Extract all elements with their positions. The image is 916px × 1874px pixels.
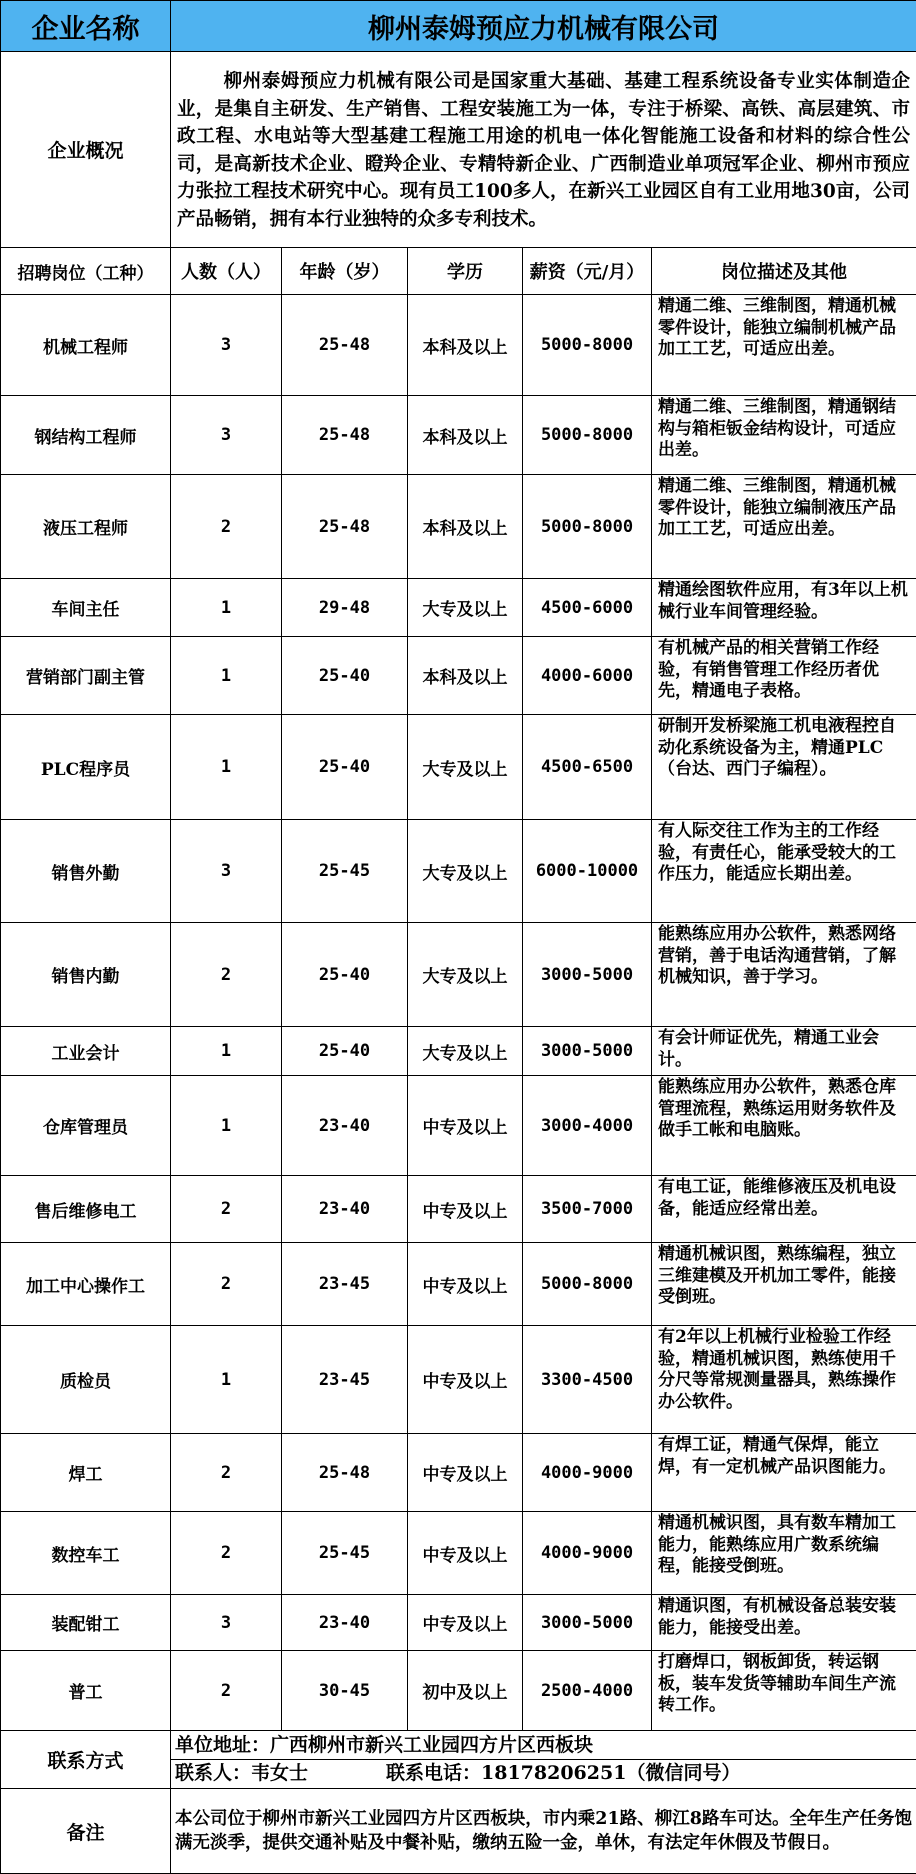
job-count: 1: [171, 1076, 282, 1176]
job-count: 1: [171, 1027, 282, 1076]
job-education: 中专及以上: [408, 1243, 523, 1326]
job-description: 打磨焊口，钢板卸货，转运钢板，装车发货等辅助车间生产流转工作。: [652, 1651, 916, 1731]
job-education: 本科及以上: [408, 295, 523, 396]
remarks-row: [1, 1789, 916, 1874]
job-row: [1, 475, 916, 579]
job-row: [1, 715, 916, 820]
job-count: 1: [171, 637, 282, 715]
job-description: 能熟练应用办公软件，熟悉仓库管理流程，熟练运用财务软件及做手工帐和电脑账。: [652, 1076, 916, 1176]
job-description: 研制开发桥梁施工机电液程控自动化系统设备为主，精通PLC（台达、西门子编程）。: [652, 715, 916, 820]
job-count: 1: [171, 715, 282, 820]
job-position: 仓库管理员: [1, 1076, 171, 1176]
job-education: 大专及以上: [408, 923, 523, 1027]
job-count: 2: [171, 1243, 282, 1326]
job-description: 精通识图，有机械设备总装安装能力，能接受出差。: [652, 1595, 916, 1651]
job-description: 有电工证，能维修液压及机电设备，能适应经常出差。: [652, 1176, 916, 1243]
job-education: 中专及以上: [408, 1326, 523, 1434]
job-position: 营销部门副主管: [1, 637, 171, 715]
header-row: [1, 1, 916, 52]
job-description: 精通绘图软件应用，有3年以上机械行业车间管理经验。: [652, 579, 916, 637]
col-description: 岗位描述及其他: [652, 248, 916, 295]
job-salary: 5000-8000: [523, 475, 652, 579]
job-row: [1, 1651, 916, 1731]
job-description: 有会计师证优先，精通工业会计。: [652, 1027, 916, 1076]
column-header-row: [1, 248, 916, 295]
job-salary: 6000-10000: [523, 820, 652, 923]
job-age: 23-45: [282, 1326, 408, 1434]
job-salary: 2500-4000: [523, 1651, 652, 1731]
job-position: 钢结构工程师: [1, 396, 171, 475]
job-row: [1, 1176, 916, 1243]
job-age: 25-45: [282, 820, 408, 923]
job-row: [1, 1076, 916, 1176]
job-position: PLC程序员: [1, 715, 171, 820]
overview-body: 柳州泰姆预应力机械有限公司是国家重大基础、基建工程系统设备专业实体制造企业，是集自主研发、生产销售、工程安装施工为一体，专注于桥梁、高铁、高层建筑、市政工程、水电站等大型基建工程施工用途的机电一体化智能施工设备和材料的综合性公司，是高新技术企业、瞪羚企业、专精特新企业、广西制造业单项冠军企业、柳州市预应力张拉工程技术研究中心。现有员工100多人，在新兴工业园区自有工业用地30亩，公司产品畅销，拥有本行业独特的众多专利技术。: [177, 71, 910, 230]
job-education: 中专及以上: [408, 1076, 523, 1176]
job-description: 精通二维、三维制图，精通钢结构与箱柜钣金结构设计，可适应出差。: [652, 396, 916, 475]
job-salary: 3000-5000: [523, 1027, 652, 1076]
overview-label: 企业概况: [1, 52, 171, 248]
job-description: 有人际交往工作为主的工作经验，有责任心，能承受较大的工作压力，能适应长期出差。: [652, 820, 916, 923]
job-position: 质检员: [1, 1326, 171, 1434]
job-age: 25-40: [282, 637, 408, 715]
job-age: 25-48: [282, 1434, 408, 1512]
job-description: 有机械产品的相关营销工作经验，有销售管理工作经历者优先，精通电子表格。: [652, 637, 916, 715]
job-description: 有焊工证，精通气保焊，能立焊，有一定机械产品识图能力。: [652, 1434, 916, 1512]
job-count: 3: [171, 1595, 282, 1651]
job-education: 大专及以上: [408, 579, 523, 637]
job-description: 精通机械识图，具有数车精加工能力，能熟练应用广数系统编程，能接受倒班。: [652, 1512, 916, 1595]
job-position: 装配钳工: [1, 1595, 171, 1651]
job-education: 中专及以上: [408, 1595, 523, 1651]
job-education: 本科及以上: [408, 475, 523, 579]
job-age: 30-45: [282, 1651, 408, 1731]
overview-row: [1, 52, 916, 248]
job-age: 25-40: [282, 715, 408, 820]
job-age: 25-40: [282, 923, 408, 1027]
job-position: 普工: [1, 1651, 171, 1731]
job-count: 3: [171, 820, 282, 923]
job-salary: 3000-5000: [523, 923, 652, 1027]
job-row: [1, 1326, 916, 1434]
job-education: 中专及以上: [408, 1176, 523, 1243]
job-salary: 4500-6000: [523, 579, 652, 637]
job-salary: 5000-8000: [523, 295, 652, 396]
job-salary: 4000-6000: [523, 637, 652, 715]
job-salary: 3000-4000: [523, 1076, 652, 1176]
job-description: 能熟练应用办公软件，熟悉网络营销，善于电话沟通营销，了解机械知识，善于学习。: [652, 923, 916, 1027]
job-count: 2: [171, 1512, 282, 1595]
job-age: 25-48: [282, 475, 408, 579]
contact-label: 联系方式: [1, 1731, 171, 1789]
col-age: 年龄（岁）: [282, 248, 408, 295]
contact-phone: 联系电话：18178206251（微信同号）: [386, 1762, 740, 1784]
job-age: 29-48: [282, 579, 408, 637]
job-education: 大专及以上: [408, 715, 523, 820]
job-row: [1, 1434, 916, 1512]
job-position: 液压工程师: [1, 475, 171, 579]
job-position: 焊工: [1, 1434, 171, 1512]
job-row: [1, 1512, 916, 1595]
job-count: 1: [171, 579, 282, 637]
job-row: [1, 923, 916, 1027]
overview-text: [171, 52, 916, 248]
col-position: 招聘岗位（工种）: [1, 248, 171, 295]
job-count: 3: [171, 295, 282, 396]
contact-row: [1, 1731, 916, 1789]
job-salary: 5000-8000: [523, 1243, 652, 1326]
job-position: 车间主任: [1, 579, 171, 637]
remarks-text: 本公司位于柳州市新兴工业园四方片区西板块，市内乘21路、柳江8路车可达。全年生产任务饱满无淡季，提供交通补贴及中餐补贴，缴纳五险一金，单休，有法定年休假及节假日。: [171, 1789, 916, 1874]
col-education: 学历: [408, 248, 523, 295]
job-age: 23-40: [282, 1176, 408, 1243]
job-row: [1, 1243, 916, 1326]
job-count: 2: [171, 1176, 282, 1243]
col-salary: 薪资（元/月）: [523, 248, 652, 295]
job-row: [1, 1595, 916, 1651]
job-education: 本科及以上: [408, 396, 523, 475]
job-row: [1, 820, 916, 923]
job-position: 售后维修电工: [1, 1176, 171, 1243]
job-description: 有2年以上机械行业检验工作经验，精通机械识图，熟练使用千分尺等常规测量器具，熟练操作办公软件。: [652, 1326, 916, 1434]
job-position: 机械工程师: [1, 295, 171, 396]
job-count: 2: [171, 1651, 282, 1731]
job-row: [1, 396, 916, 475]
job-count: 3: [171, 396, 282, 475]
job-row: [1, 295, 916, 396]
job-education: 中专及以上: [408, 1434, 523, 1512]
job-age: 25-48: [282, 396, 408, 475]
job-position: 销售外勤: [1, 820, 171, 923]
col-count: 人数（人）: [171, 248, 282, 295]
job-position: 数控车工: [1, 1512, 171, 1595]
job-row: [1, 1027, 916, 1076]
job-count: 2: [171, 475, 282, 579]
company-name-label: 企业名称: [1, 1, 171, 52]
contact-cell: [171, 1731, 916, 1789]
job-education: 中专及以上: [408, 1512, 523, 1595]
job-count: 2: [171, 1434, 282, 1512]
job-age: 23-40: [282, 1076, 408, 1176]
job-row: [1, 579, 916, 637]
job-salary: 3500-7000: [523, 1176, 652, 1243]
job-education: 大专及以上: [408, 820, 523, 923]
contact-person-line: [171, 1760, 916, 1787]
job-salary: 4000-9000: [523, 1434, 652, 1512]
contact-address: 单位地址：广西柳州市新兴工业园四方片区西板块: [171, 1732, 916, 1760]
job-education: 初中及以上: [408, 1651, 523, 1731]
job-age: 25-45: [282, 1512, 408, 1595]
job-salary: 3000-5000: [523, 1595, 652, 1651]
job-age: 23-45: [282, 1243, 408, 1326]
job-age: 25-48: [282, 295, 408, 396]
job-description: 精通二维、三维制图，精通机械零件设计，能独立编制机械产品加工工艺，可适应出差。: [652, 295, 916, 396]
job-description: 精通二维、三维制图，精通机械零件设计，能独立编制液压产品加工工艺，可适应出差。: [652, 475, 916, 579]
remarks-label: 备注: [1, 1789, 171, 1874]
job-count: 1: [171, 1326, 282, 1434]
job-education: 大专及以上: [408, 1027, 523, 1076]
job-position: 销售内勤: [1, 923, 171, 1027]
job-description: 精通机械识图，熟练编程，独立三维建模及开机加工零件，能接受倒班。: [652, 1243, 916, 1326]
contact-person: 联系人：韦女士: [175, 1762, 308, 1784]
job-row: [1, 637, 916, 715]
job-position: 加工中心操作工: [1, 1243, 171, 1326]
job-age: 23-40: [282, 1595, 408, 1651]
job-salary: 3300-4500: [523, 1326, 652, 1434]
job-position: 工业会计: [1, 1027, 171, 1076]
job-salary: 4500-6500: [523, 715, 652, 820]
job-education: 本科及以上: [408, 637, 523, 715]
job-salary: 4000-9000: [523, 1512, 652, 1595]
job-salary: 5000-8000: [523, 396, 652, 475]
job-age: 25-40: [282, 1027, 408, 1076]
company-name: 柳州泰姆预应力机械有限公司: [171, 1, 916, 52]
job-count: 2: [171, 923, 282, 1027]
